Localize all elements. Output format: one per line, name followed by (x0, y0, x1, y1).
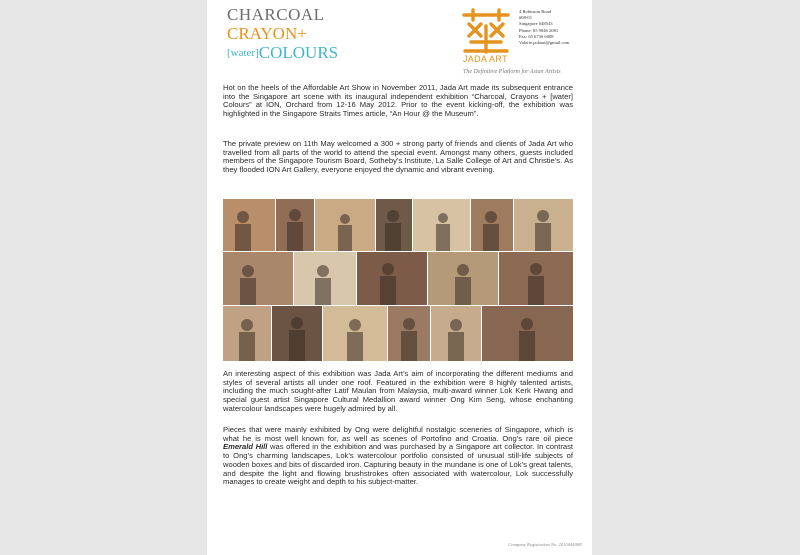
artwork-title-emerald-hill: Emerald Hill (223, 442, 268, 452)
paragraph-artists (223, 370, 573, 414)
address-line: Singapore 048543 (519, 21, 553, 27)
document-page (207, 0, 592, 555)
contact-address-block (519, 9, 569, 46)
logo-line-charcoal: CHARCOAL (227, 5, 325, 24)
paragraph-text-part: was offered in the exhibition and was purchased by a Singapore art collector. In contrast to Ong’s charming landscapes, Lok’s watercolour portfolio consisted of unusual still-life subjects of wooden boxes and bits of discarded iron. Capturing beauty in the mundane is one of Lok’s great talents, and despite the light and flowing brushstrokes often associated with watercolour, Lok successfully manages to create weight and depth to his subject-matter. (223, 442, 573, 487)
logo-water-label: [water] (227, 47, 259, 59)
paragraph-preview (223, 140, 573, 175)
paragraph-text: An interesting aspect of this exhibition was Jada Art’s aim of incorporating the different mediums and styles of several artists all under one roof. Featured in the exhibition were 8 highly talented artists, including the much sought-after Latif Maulan from Malaysia, multi-award winner Lok Kerk Hwang and special guest artist Singapore Cultural Medallion award winner Ong Kim Seng, whose enchanting watercolour landscapes were hugely admired by all. (223, 369, 573, 413)
logo-colours-label: COLOURS (258, 43, 339, 62)
logo-line-crayon: CRAYON+ (227, 24, 307, 43)
address-line: 4 Robinson Road (519, 9, 551, 14)
jada-art-wordmark: JADA ART (463, 54, 508, 64)
exhibition-logo (227, 6, 338, 61)
phone-line: Phone: 65 9846 2081 (519, 27, 559, 33)
paragraph-text-part: Pieces that were mainly exhibited by Ong were delightful nostalgic sceneries of Singapore, which is what he is most well known for, as well as scenes of Portofino and Croatia. Ong’s rare oil piece (223, 425, 573, 443)
paragraph-works (223, 426, 573, 487)
logo-line-colours (227, 44, 338, 61)
event-photo-collage (223, 199, 573, 361)
paragraph-text (223, 426, 573, 487)
fax-line: Fax: 65 6736 6008 (519, 33, 554, 39)
photo (223, 252, 293, 305)
jada-chinese-character-logo (459, 6, 513, 54)
paragraph-text: The private preview on 11th May welcomed a 300 + strong party of friends and clients of Jada Art who travelled from all parts of the world to attend the special event. Amongst many others, guests included members of the Singapore Tourism Board, Sotheby’s Institute, La Salle College of Art and Christie’s. As they flooded ION Art Gallery, everyone enjoyed the dynamic and vibrant evening. (223, 139, 573, 175)
email-line: Valerie.jadaart@gmail.com (519, 40, 570, 46)
company-registration: Company Registration No. 201004408E (508, 542, 582, 547)
tagline: The Definitive Platform for Asian Artists (463, 69, 561, 75)
address-line: #08-01 (519, 15, 533, 21)
paragraph-intro (223, 84, 573, 119)
paragraph-text: Hot on the heels of the Affordable Art Show in November 2011, Jada Art made its subsequent entrance into the Singapore art scene with its inaugural independent exhibition “Charcoal, Crayons + [water] Colours” at ION, Orchard from 12-16 May 2012. Prior to the event kicking-off, the exhibition was highlighted in the Singapore Straits Times article, “An Hour @ the Museum”. (223, 83, 573, 119)
